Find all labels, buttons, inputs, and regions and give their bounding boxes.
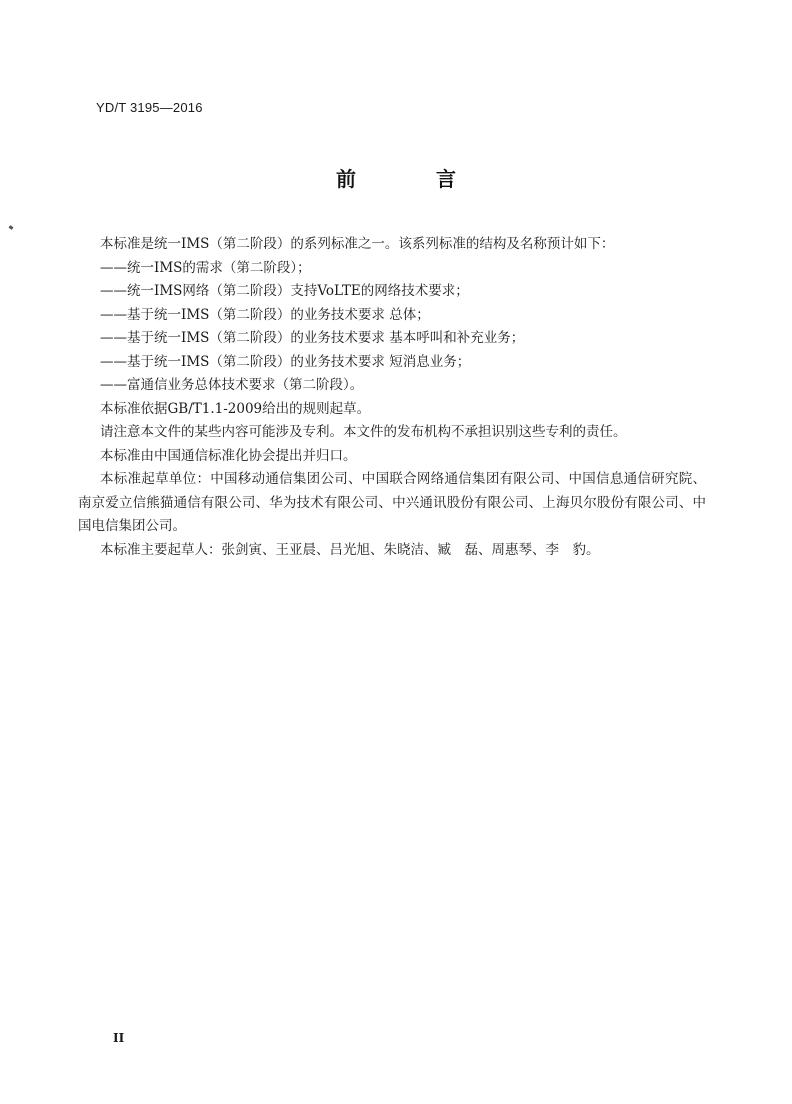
scan-artifact-mark [9,225,14,230]
series-item: ——统一IMS网络（第二阶段）支持VoLTE的网络技术要求； [100,283,469,299]
standard-code: YD/T 3195—2016 [96,100,203,115]
series-item: ——富通信业务总体技术要求（第二阶段）。 [100,377,364,393]
proposer-paragraph: 本标准由中国通信标准化协会提出并归口。 [100,447,357,464]
series-item: ——基于统一IMS（第二阶段）的业务技术要求 短消息业务； [100,353,471,370]
drafting-units-paragraph: 本标准起草单位：中国移动通信集团公司、中国联合网络通信集团有限公司、中国信息通信研究院、南京爱立信熊猫通信有限公司、华为技术有限公司、中兴通讯股份有限公司、上海贝尔股份有限公司、中国电信集团公司。 [78,471,706,534]
series-item: ——基于统一IMS（第二阶段）的业务技术要求 基本呼叫和补充业务； [100,330,525,346]
foreword-body [78,233,706,562]
intro-paragraph: 本标准是统一IMS（第二阶段）的系列标准之一。该系列标准的结构及名称预计如下： [100,236,615,252]
series-item: ——基于统一IMS（第二阶段）的业务技术要求 总体； [100,306,430,323]
page-title: 前 言 [336,167,486,191]
page-number: II [113,1031,125,1045]
drafting-rules-paragraph: 本标准依据GB/T1.1-2009给出的规则起草。 [100,400,371,417]
series-item: ——统一IMS的需求（第二阶段）； [100,259,311,276]
drafters-paragraph: 本标准主要起草人：张剑寅、王亚晨、吕光旭、朱晓洁、臧 磊、周惠琴、李 豹。 [100,541,600,558]
patent-notice-paragraph: 请注意本文件的某些内容可能涉及专利。本文件的发布机构不承担识别这些专利的责任。 [100,424,627,440]
